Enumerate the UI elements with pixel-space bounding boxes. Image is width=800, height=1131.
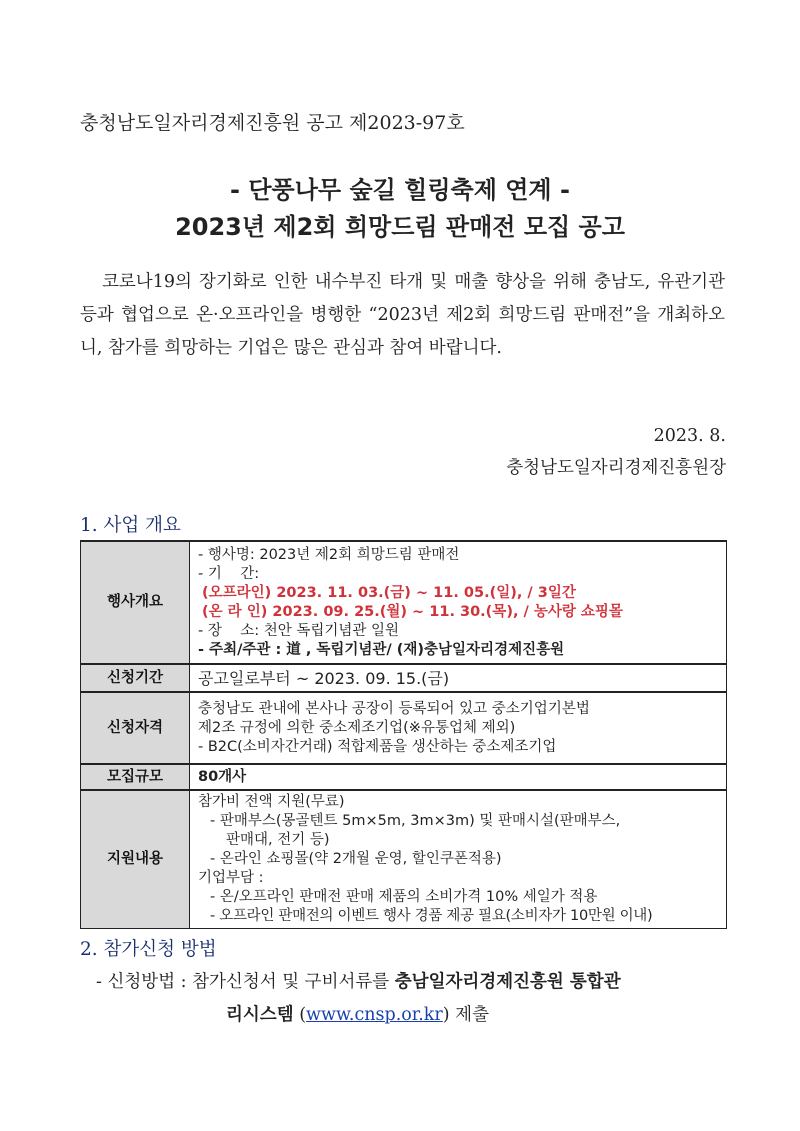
system-name: 충남일자리경제진흥원 통합관 xyxy=(394,972,621,992)
intro-text: 코로나19의 장기화로 인한 내수부진 타개 및 매출 향상을 위해 충남도, 유관기관등과 협업으로 온·오프라인을 병행한 “2023년 제2회 희망드림 판매전”을 개최하오니, 참가를 희망하는 기업은 많은 관심과 참여 바랍니다. xyxy=(80,272,725,358)
table-row xyxy=(81,764,727,790)
table-row xyxy=(81,790,727,929)
recruit-scale: 80개사 xyxy=(198,768,247,785)
support-line: 참가비 전액 지원(무료) xyxy=(198,794,345,810)
issuer: 충청남도일자리경제진흥원장 xyxy=(506,458,726,478)
period-label: - 기 간: xyxy=(198,565,260,582)
section-1-title: 1. 사업 개요 xyxy=(80,515,181,536)
eligibility-line: 충청남도 관내에 본사나 공장이 등록되어 있고 중소기업기본법 xyxy=(198,700,590,717)
table-row xyxy=(81,541,727,664)
event-host: - 주최/주관 : 道 , 독립기념관/ (재)충남일자리경제진흥원 xyxy=(198,641,565,658)
eligibility-line: - B2C(소비자간거래) 적합제품을 생산하는 중소제조기업 xyxy=(198,738,557,755)
application-period: 공고일로부터 ~ 2023. 09. 15.(금) xyxy=(198,668,450,688)
notice-date: 2023. 8. xyxy=(653,426,726,446)
overview-table xyxy=(80,540,727,929)
row-content xyxy=(190,692,727,764)
event-place: - 장 소: 천안 독립기념관 일원 xyxy=(198,622,400,639)
row-content xyxy=(190,541,727,664)
row-header: 신청자격 xyxy=(81,692,190,764)
table-row xyxy=(81,692,727,764)
offline-period: (오프라인) 2023. 11. 03.(금) ~ 11. 05.(일), / 3일간 xyxy=(202,584,576,601)
support-line: - 오프라인 판매전의 이벤트 행사 경품 제공 필요(소비자가 10만원 이내) xyxy=(210,908,653,924)
row-content xyxy=(190,790,727,929)
table-row xyxy=(81,664,727,692)
apply-method-cont xyxy=(226,1001,489,1026)
row-header: 신청기간 xyxy=(81,664,190,692)
row-content xyxy=(190,764,727,790)
row-header: 지원내용 xyxy=(81,790,190,929)
online-period: (온 라 인) 2023. 09. 25.(월) ~ 11. 30.(목), / 농사랑 쇼핑몰 xyxy=(202,603,623,620)
row-header: 행사개요 xyxy=(81,541,190,664)
apply-method-text: - 신청방법 : 참가신청서 및 구비서류를 xyxy=(96,972,395,992)
system-name-cont: 리시스템 xyxy=(226,1005,294,1025)
event-name: - 행사명: 2023년 제2회 희망드림 판매전 xyxy=(198,546,460,563)
apply-suffix: ) 제출 xyxy=(442,1005,489,1025)
row-header: 모집규모 xyxy=(81,764,190,790)
support-line: 기업부담 : xyxy=(198,870,264,886)
support-line: - 판매부스(몽골텐트 5m×5m, 3m×3m) 및 판매시설(판매부스, xyxy=(210,813,621,829)
support-line: - 온/오프라인 판매전 판매 제품의 소비가격 10% 세일가 적용 xyxy=(210,889,598,905)
paren-open: ( xyxy=(293,1005,307,1025)
intro-paragraph xyxy=(80,266,725,365)
eligibility-line: 제2조 규정에 의한 중소제조기업(※유통업체 제외) xyxy=(198,719,516,736)
support-line: - 온라인 쇼핑몰(약 2개월 운영, 할인쿠폰적용) xyxy=(210,851,502,867)
section-2-title: 2. 참가신청 방법 xyxy=(80,939,217,960)
website-link[interactable]: www.cnsp.or.kr xyxy=(306,1005,443,1025)
notice-number: 충청남도일자리경제진흥원 공고 제2023-97호 xyxy=(80,112,465,134)
support-line: 판매대, 전기 등) xyxy=(226,832,330,848)
apply-method xyxy=(96,968,621,993)
page-title: 2023년 제2회 희망드림 판매전 모집 공고 xyxy=(175,213,625,241)
title-subtitle: - 단풍나무 숲길 힐링축제 연계 - xyxy=(230,176,570,204)
row-content xyxy=(190,664,727,692)
